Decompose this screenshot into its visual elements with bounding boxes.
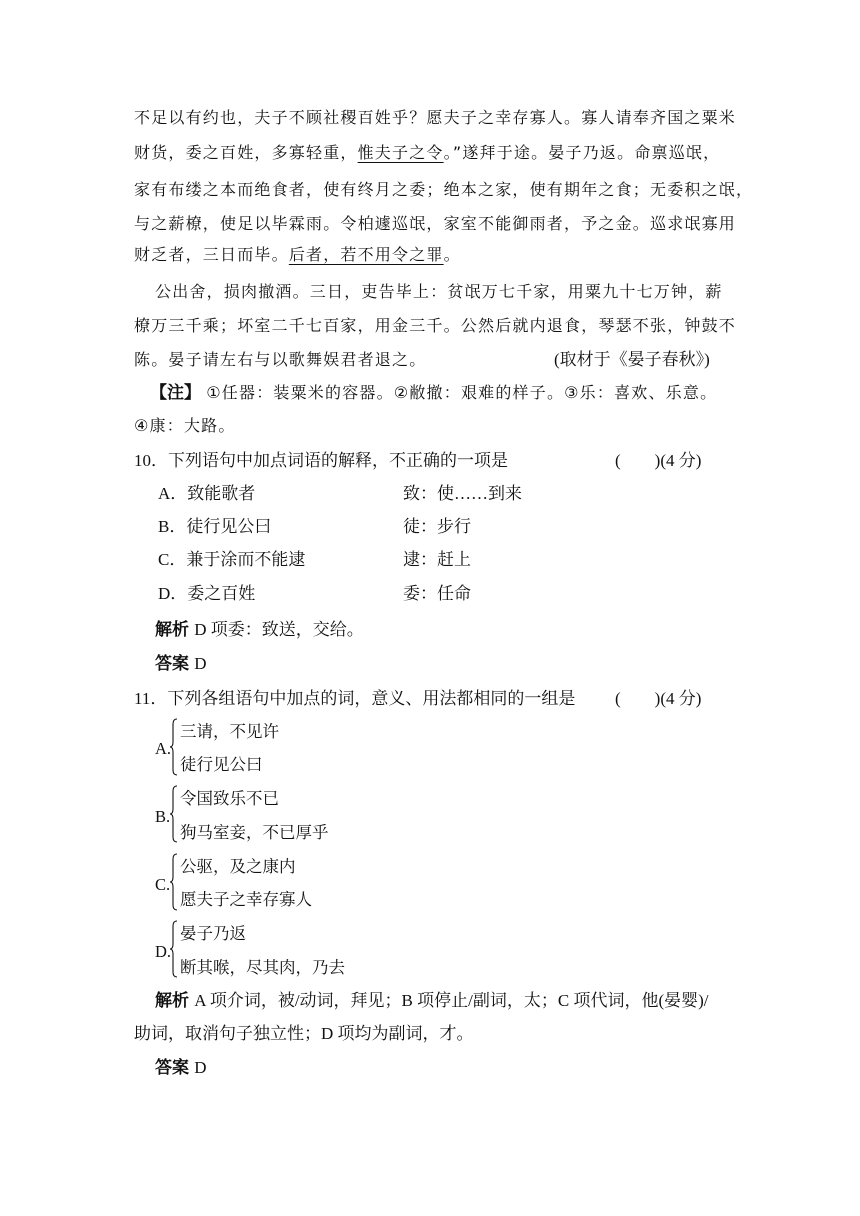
- brace-icon: [170, 920, 178, 978]
- brace-icon: [170, 785, 178, 843]
- note-label: 【注】: [150, 383, 201, 402]
- question-10-analysis: [155, 620, 364, 640]
- brace-icon: [170, 853, 178, 911]
- analysis-text: 助词，取消句子独立性；D 项均为副词，才。: [134, 1024, 474, 1043]
- passage-source: (取材于《晏子春秋》): [554, 350, 710, 369]
- question-11-stem: 11．下列各组语句中加点的词，意义、用法都相同的一组是: [134, 689, 576, 708]
- answer-label: 答案: [155, 1058, 189, 1077]
- passage-line: 公出舍，损肉撤酒。三日，吏告毕上：贫氓万七千家，用粟九十七万钟，薪: [155, 282, 723, 301]
- option-label: B.: [155, 807, 171, 826]
- brace-icon: [170, 718, 178, 776]
- option-sentence: 晏子乃返: [180, 924, 246, 943]
- option-sentence: 愿夫子之幸存寡人: [180, 890, 312, 909]
- passage-line: 不足以有约也，夫子不顾社稷百姓乎？愿夫子之幸存寡人。寡人请奉齐国之粟米: [134, 108, 737, 127]
- analysis-text: D 项委：致送，交给。: [194, 620, 364, 639]
- option-label: D.: [155, 942, 172, 961]
- question-11-answer: [155, 1058, 207, 1078]
- answer-label: 答案: [155, 654, 189, 673]
- option-sentence: 三请，不见许: [180, 722, 279, 741]
- analysis-label: 解析: [155, 620, 189, 639]
- underlined-phrase: 惟夫子之令: [357, 143, 444, 162]
- passage-line: 财货，委之百姓，多寡轻重，惟夫子之令。”遂拜于途。晏子乃返。命禀巡氓，: [134, 143, 721, 162]
- option-sentence: 公驱，及之康内: [180, 857, 296, 876]
- passage-line: 与之薪橑，使足以毕霖雨。令柏遽巡氓，家室不能御雨者，予之金。巡求氓寡用: [134, 214, 737, 233]
- answer-text: D: [194, 1058, 207, 1077]
- option-sentence: 断其喉，尽其肉，乃去: [180, 958, 345, 977]
- note-block: [150, 383, 717, 403]
- question-10-answer: [155, 654, 207, 674]
- question-11-score: ( )(4 分): [615, 689, 702, 708]
- passage-line: 财乏者，三日而毕。后者，若不用令之罪。: [134, 245, 461, 264]
- passage-line: 陈。晏子请左右与以歌舞娱君者退之。: [134, 350, 427, 369]
- document-page: 不足以有约也，夫子不顾社稷百姓乎？愿夫子之幸存寡人。寡人请奉齐国之粟米 财货，委之百姓，多寡轻重，惟夫子之令。”遂拜于途。晏子乃返。命禀巡氓， 家有布缕之本而绝食者，使有终月之委；绝本之家，使有期年之食；无委积之氓， 与之薪橑，使足以毕霖雨。令柏遽巡氓，家室不能御雨者，予之金。巡求氓寡用 财乏者，三日而毕。后者，若不用令之罪。 公出舍，损肉撤酒。三日，吏告毕上：贫氓万七千家，用粟九十七万钟，薪 橑万三千乘；坏室二千七百家，用金三千。公然后就内退食，琴瑟不张，钟鼓不 陈。晏子请左右与以歌舞娱君者退之。 (取材于《晏子春秋》) 【注】 ①任器：装粟米的容器。②敝撤：艰难的样子。③乐：喜欢、乐意。 ④康：大路。 10．下列语句中加点词语的解释，不正确的一项是 ( )(4 分) A．致能歌者 致：使……到来 B．徒行见公曰 徒：步行 C．兼于涂而不能逮 逮：赶上 D．委之百姓 委：任命 解析 D 项委：致送，交给。 答案 D 11．下列各组语句中加点的词，意义、用法都相同的一组是 ( )(4 分) A. 三请，不见许 徒行见公曰 B. 令国致乐不已 狗马室妾，不已厚乎 C. 公驱，及之康内 愿夫子之幸存寡人 D. 晏子乃返 断其喉，尽其肉，乃去 解析 A 项介词，被/动词，拜见；B 项停止/副词，太；C 项代词，他(晏婴)/ 助词，取消句子独立性；D 项均为副词，才。 答案 D: [134, 108, 754, 1077]
- analysis-text: A 项介词，被/动词，拜见；B 项停止/副词，太；C 项代词，他(晏婴)/: [194, 991, 709, 1010]
- note-text: ④康：大路。: [134, 416, 236, 435]
- passage-line: 家有布缕之本而绝食者，使有终月之委；绝本之家，使有期年之食；无委积之氓，: [134, 180, 754, 199]
- question-10-stem: 10．下列语句中加点词语的解释，不正确的一项是: [134, 451, 508, 470]
- option-label: A.: [155, 739, 172, 758]
- underlined-phrase: 后者，若不用令之罪: [288, 245, 444, 264]
- question-10-score: ( )(4 分): [615, 451, 702, 470]
- option-sentence: 令国致乐不已: [180, 789, 279, 808]
- question-11-analysis: [155, 991, 709, 1011]
- option-sentence: 狗马室妾，不已厚乎: [180, 823, 329, 842]
- analysis-label: 解析: [155, 991, 189, 1010]
- answer-text: D: [194, 654, 207, 673]
- note-text: ①任器：装粟米的容器。②敝撤：艰难的样子。③乐：喜欢、乐意。: [206, 383, 718, 402]
- passage-line: 橑万三千乘；坏室二千七百家，用金三千。公然后就内退食，琴瑟不张，钟鼓不: [134, 316, 737, 335]
- option-sentence: 徒行见公曰: [180, 755, 263, 774]
- option-label: C.: [155, 875, 171, 894]
